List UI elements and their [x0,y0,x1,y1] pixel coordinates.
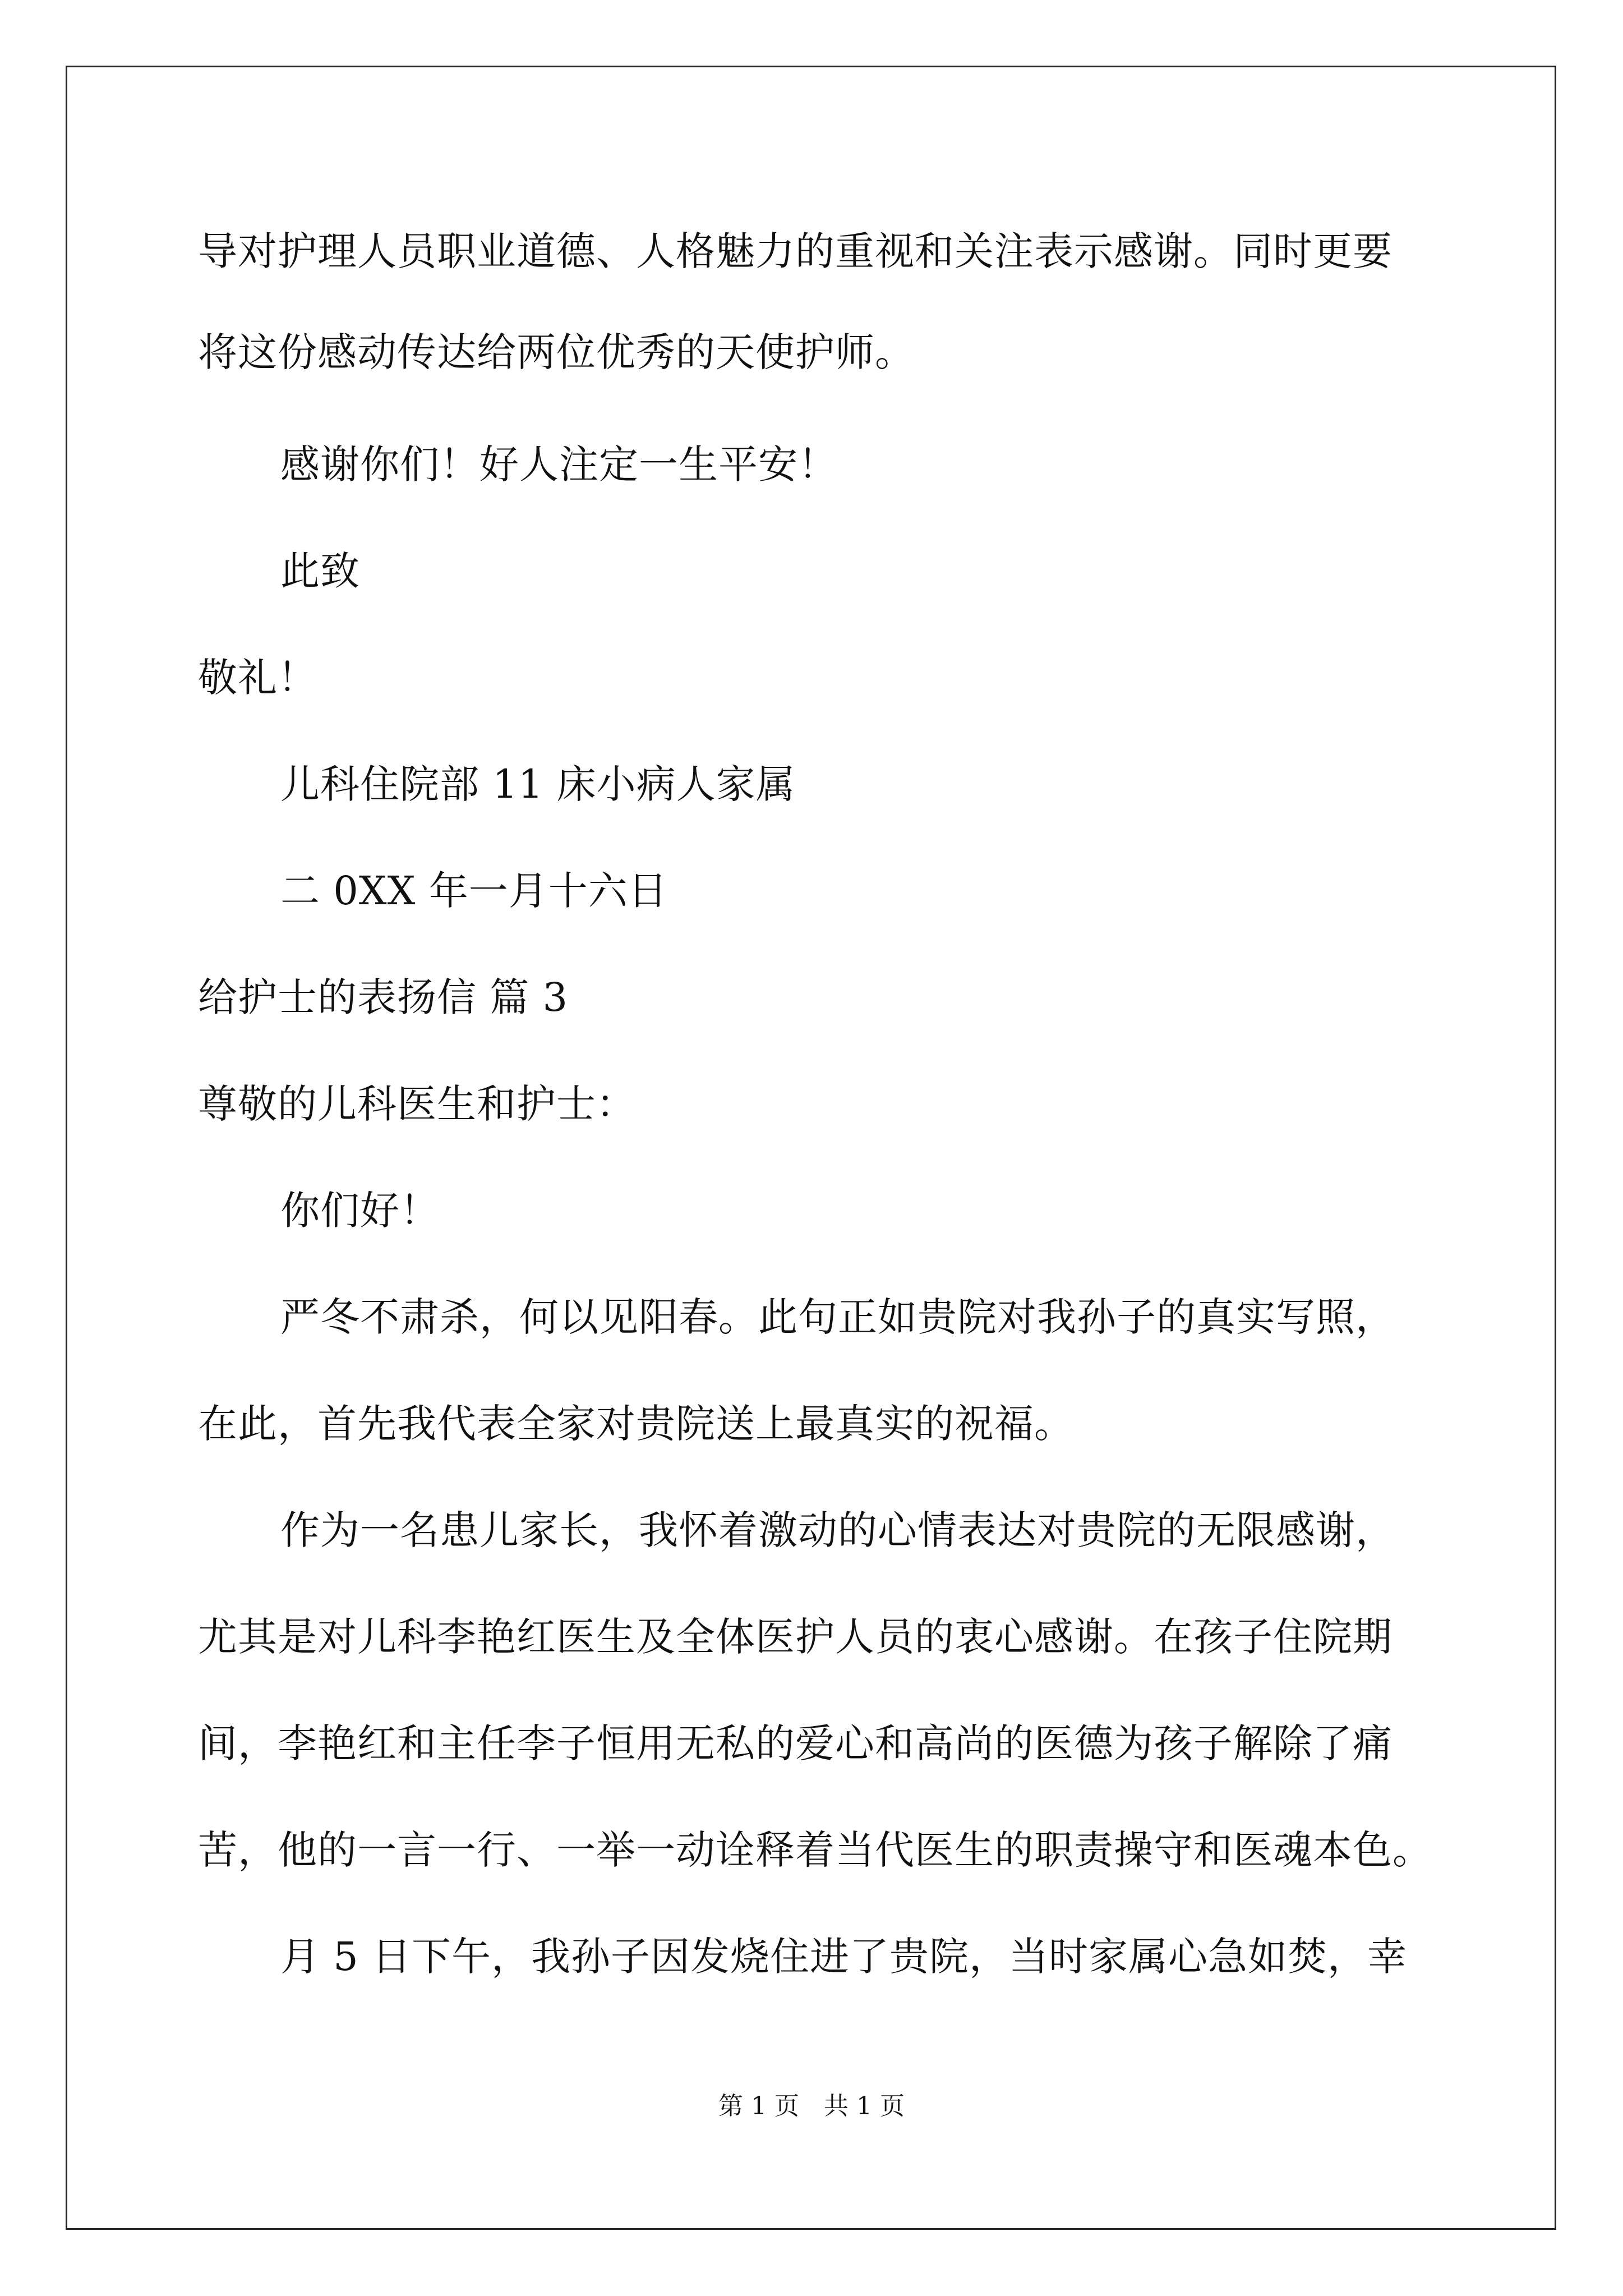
page-footer: 第 1 页 共 1 页 [718,2092,905,2120]
paragraph-line: 月 5 日下午，我孙子因发烧住进了贵院，当时家属心急如焚，幸 [280,1934,1408,1980]
paragraph-line: 将这份感动传达给两位优秀的天使护师。 [198,329,915,375]
paragraph-line: 你们好！ [280,1188,440,1234]
paragraph-line: 作为一名患儿家长，我怀着激动的心情表达对贵院的无限感谢， [280,1507,1395,1553]
paragraph-line: 感谢你们！好人注定一生平安！ [280,441,838,487]
paragraph-line: 苦，他的一言一行、一举一动诠释着当代医生的职责操守和医魂本色。 [198,1827,1432,1873]
greeting-line: 尊敬的儿科医生和护士： [198,1081,636,1127]
paragraph-line: 间，李艳红和主任李子恒用无私的爱心和高尚的医德为孩子解除了痛 [198,1720,1393,1766]
paragraph-line: 导对护理人员职业道德、人格魅力的重视和关注表示感谢。同时更要 [198,228,1393,274]
page-border [66,66,1556,2230]
salutation-line: 敬礼！ [198,655,317,701]
paragraph-line: 此致 [280,548,360,594]
date-line: 二 0XX 年一月十六日 [280,868,668,914]
section-heading: 给护士的表扬信 篇 3 [198,974,569,1020]
signature-line: 儿科住院部 11 床小病人家属 [280,761,796,807]
paragraph-line: 在此，首先我代表全家对贵院送上最真实的祝福。 [198,1401,1074,1447]
paragraph-line: 严冬不肃杀，何以见阳春。此句正如贵院对我孙子的真实写照， [280,1294,1395,1340]
paragraph-line: 尤其是对儿科李艳红医生及全体医护人员的衷心感谢。在孩子住院期 [198,1614,1393,1660]
